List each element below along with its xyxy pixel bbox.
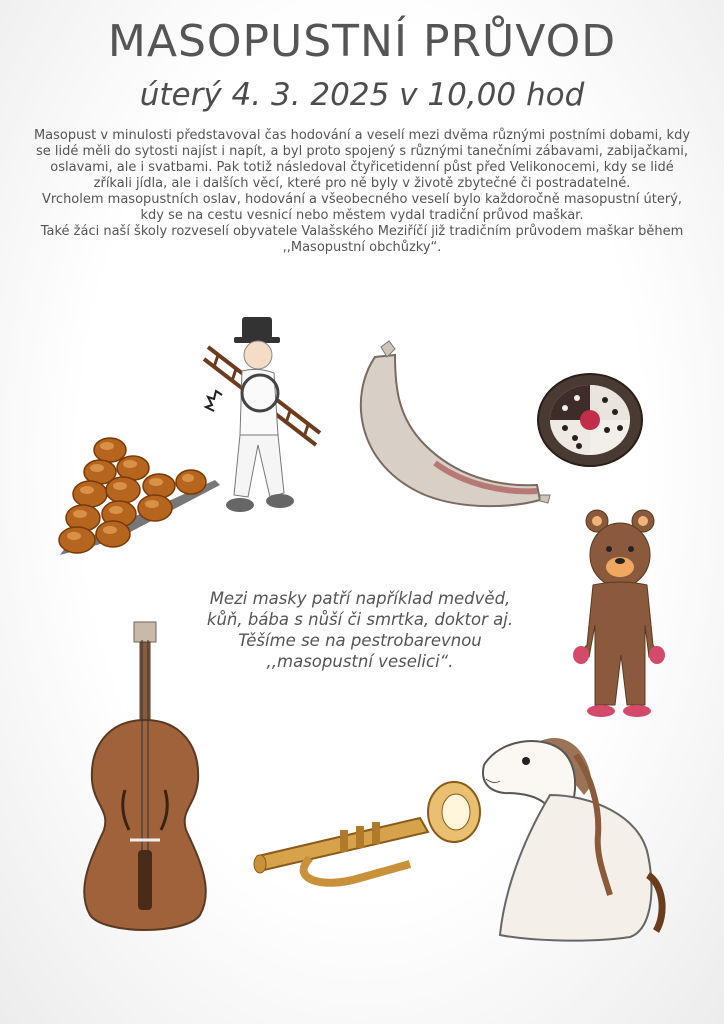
bear-costume-illustration [565,505,670,725]
intro-paragraph: Vrcholem masopustních oslav, hodování a všeobecného veselí bylo každoročně masopustní úterý, kdy se na cestu vesnicí nebo městem vydal tradiční průvod maškar. [41,192,683,223]
masks-text [200,588,520,672]
sausage-illustration [345,335,555,520]
masks-paragraph: Těšíme se na pestrobarevnou ,,masopustní veselici“. [238,631,482,671]
event-date: úterý 4. 3. 2025 v 10,00 hod [139,77,585,113]
chimney-sweep-illustration [200,315,340,525]
intro-text [30,128,694,256]
trumpet-illustration [250,778,490,893]
poster-title: MASOPUSTNÍ PRŮVOD [107,16,617,67]
cake-illustration [535,370,645,470]
masks-paragraph: Mezi masky patří například medvěd, kůň, bába s nůší či smrtka, doktor aj. [206,589,514,629]
horse-costume-illustration [480,725,670,945]
intro-paragraph: Také žáci naší školy rozveselí obyvatele Valašského Meziříčí již tradičním průvodem maškar během ,,Masopustní obchůzky“. [40,224,684,255]
intro-paragraph: Masopust v minulosti představoval čas hodování a veselí mezi dvěma různými postními dobami, kdy se lidé měli do sytosti najíst i napít, a byl proto spojený s různými tanečními zábavami, zabijačkami, oslavami, ale i svatbami. Pak totiž následoval čtyřicetidenní půst před Velikonocemi, kdy se lidé zříkali jídla, ale i dalších věcí, které pro ně byly v životě zbytečné či postradatelné. [33,128,691,191]
double-bass-illustration [70,620,220,940]
